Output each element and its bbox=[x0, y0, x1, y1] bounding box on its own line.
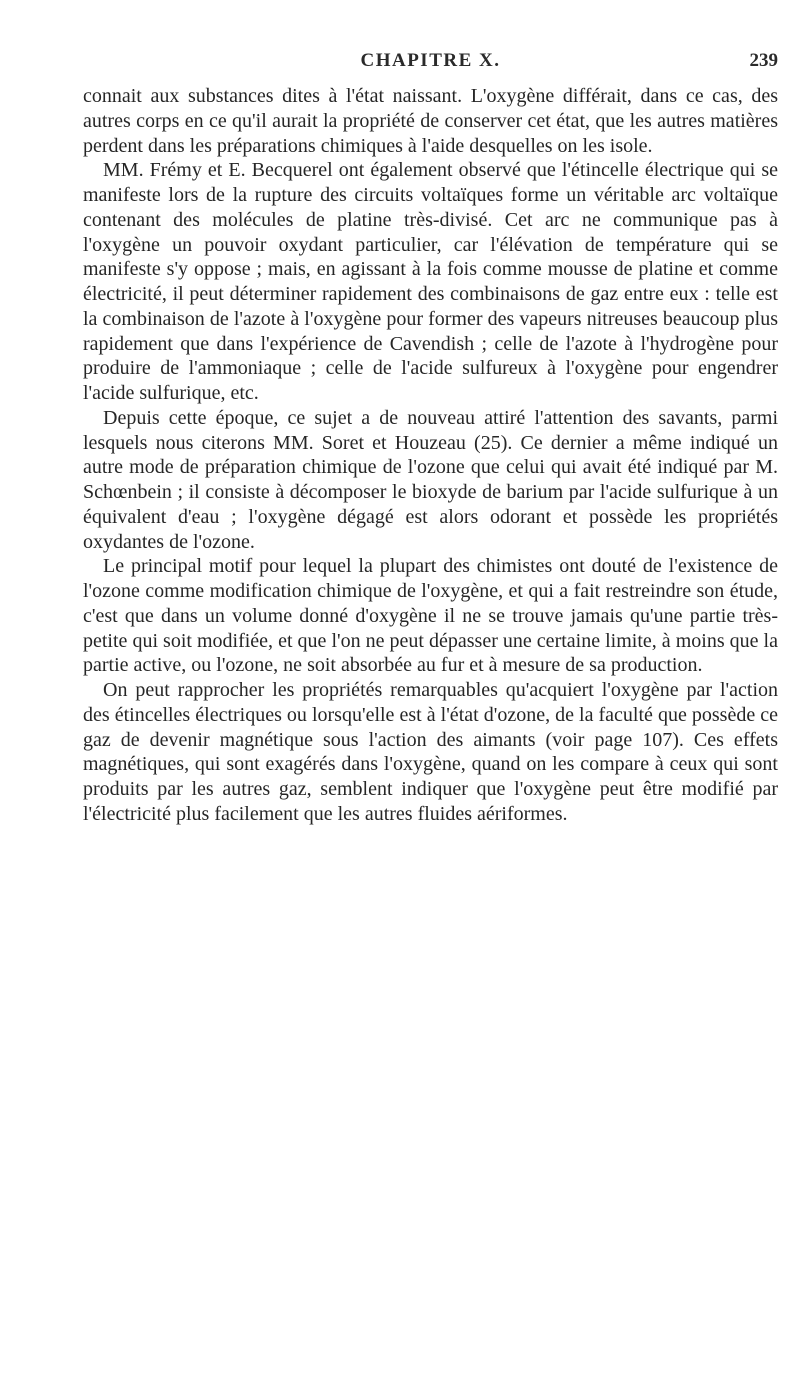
paragraph-soret-houzeau: Depuis cette époque, ce sujet a de nouveau attiré l'attention des savants, parmi lesquels nous citerons MM. Soret et Houzeau (25). Ce dernier a même indiqué un autre mode de préparation chimique de l'ozone que celui qui avait été indiqué par M. Schœnbein ; il consiste à décomposer le bioxyde de barium par l'acide sulfurique à un équivalent d'eau ; l'oxygène dégagé est alors odorant et possède les propriétés oxydantes de l'ozone. bbox=[83, 406, 778, 553]
paragraph-principal-motif: Le principal motif pour lequel la plupart des chimistes ont douté de l'existence de l'ozone comme modification chimique de l'oxygène, et qui a fait restreindre son étude, c'est que dans un volume donné d'oxygène il ne se trouve jamais qu'une partie très-petite qui soit modifiée, et que l'on ne peut dépasser une certaine limite, à moins que la partie active, ou l'ozone, ne soit absorbée au fur et à mesure de sa production. bbox=[83, 555, 778, 677]
body-text bbox=[83, 84, 778, 827]
paragraph-continuation: connait aux substances dites à l'état naissant. L'oxygène différait, dans ce cas, des autres corps en ce qu'il aurait la propriété de conserver cet état, que les autres matières perdent dans les préparations chimiques à l'aide desquelles on les isole. bbox=[83, 85, 778, 157]
chapter-title: CHAPITRE X. bbox=[360, 50, 501, 71]
paragraph-magnetisme: On peut rapprocher les propriétés remarquables qu'acquiert l'oxygène par l'action des étincelles électriques ou lorsqu'elle est à l'état d'ozone, de la faculté que possède ce gaz de devenir magnétique sous l'action des aimants (voir page 107). Ces effets magnétiques, qui sont exagérés dans l'oxygène, quand on les compare à ceux qui sont produits par les autres gaz, semblent indiquer que l'oxygène peut être modifié par l'électricité plus facilement que les autres fluides aériformes. bbox=[83, 679, 778, 825]
running-head bbox=[83, 50, 778, 80]
page-number: 239 bbox=[749, 50, 778, 71]
paragraph-fremy-becquerel: MM. Frémy et E. Becquerel ont également observé que l'étincelle électrique qui se manifeste lors de la rupture des circuits voltaïques forme un véritable arc voltaïque contenant des molécules de platine très-divisé. Cet arc ne communique pas à l'oxygène un pouvoir oxydant particulier, car l'élévation de température qui se manifeste s'y oppose ; mais, en agissant à la fois comme mousse de platine et comme électricité, il peut déterminer rapidement des combinaisons de gaz entre eux : telle est la combinaison de l'azote à l'oxygène pour former des vapeurs nitreuses beaucoup plus rapidement que dans l'expérience de Cavendish ; celle de l'azote à l'hydrogène pour produire de l'ammoniaque ; celle de l'acide sulfureux à l'oxygène pour engendrer l'acide sulfurique, etc. bbox=[83, 159, 778, 404]
